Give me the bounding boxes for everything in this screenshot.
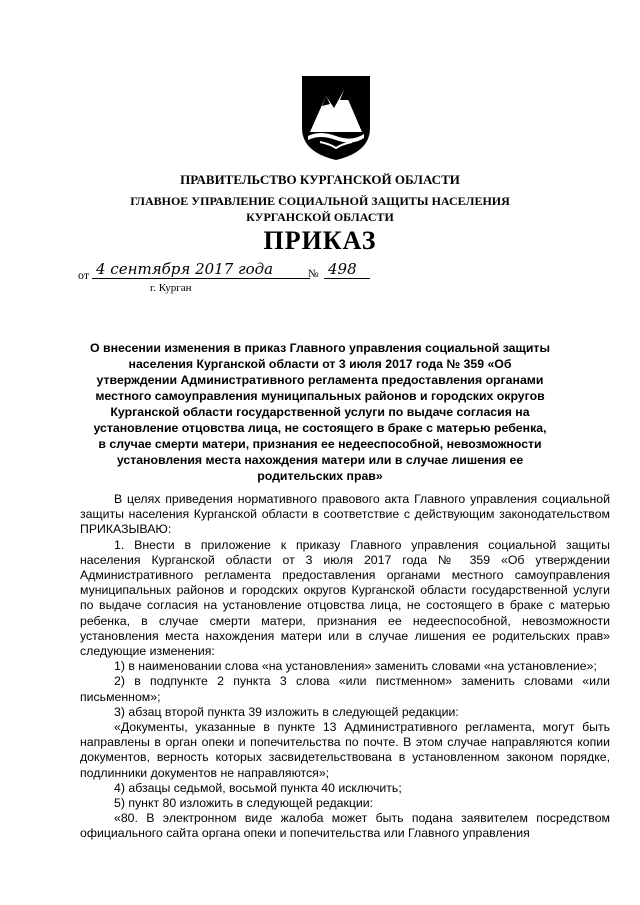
paragraph-item-1: 1. Внести в приложение к приказу Главного управления социальной защиты населения Курганской области от 3 июля 2017 года № 359 «Об утверждении Административного регламента предоставления органами местного самоуправления муниципальных районов и городских округов Курганской области государственной услуги по выдаче согласия на установление отцовства лица, не состоящего в браке с матерью ребенка, в случае смерти матери, признания ее недееспособной, невозможности установления места нахождения матери или в случае лишения ее родительских прав» следующие изменения: — [80, 537, 610, 659]
paragraph-subitem-5: 5) пункт 80 изложить в следующей редакции: — [114, 796, 374, 811]
number-label: № — [308, 268, 319, 280]
order-date: 4 сентября 2017 года — [92, 260, 310, 279]
paragraph-quote-1: «Документы, указанные в пункте 13 Административного регламента, могут быть направлены в орган опеки и попечительства по почте. В этом случае направляются копии документов, верность которых засвидетельствована в установленном законом порядке, подлинники документов не направляются»; — [80, 720, 610, 780]
order-title: О внесении изменения в приказ Главного управления социальной защиты населения Курганской области от 3 июля 2017 года № 359 «Об утверждении Административного регламента предоставления органами местного самоуправления муниципальных районов и городских округов Курганской области государственной услуги по выдаче согласия на установление отцовства лица, не состоящего в браке с матерью ребенка, в случае смерти матери, признания ее недееспособной, невозможности установления места нахождения матери или в случае лишения ее родительских прав» — [90, 341, 550, 483]
from-label: от — [78, 268, 90, 282]
document-type: ПРИКАЗ — [263, 226, 377, 255]
government-name: ПРАВИТЕЛЬСТВО КУРГАНСКОЙ ОБЛАСТИ — [180, 172, 460, 187]
order-body — [80, 492, 610, 842]
paragraph-subitem-1: 1) в наименовании слова «на установления» заменить словами «на установление»; — [114, 659, 597, 674]
department-name-line1: ГЛАВНОЕ УПРАВЛЕНИЕ СОЦИАЛЬНОЙ ЗАЩИТЫ НАСЕЛЕНИЯ — [130, 194, 510, 208]
paragraph-preamble: В целях приведения нормативного правового акта Главного управления социальной защиты населения Курганской области в соответствие с действующим законодательством ПРИКАЗЫВАЮ: — [80, 492, 610, 537]
date-number-line — [78, 260, 358, 300]
city: г. Курган — [150, 282, 192, 294]
department-name-line2: КУРГАНСКОЙ ОБЛАСТИ — [246, 210, 394, 224]
coat-of-arms-emblem — [300, 72, 372, 162]
paragraph-subitem-3: 3) абзац второй пункта 39 изложить в следующей редакции: — [114, 704, 459, 719]
order-number: 498 — [324, 260, 370, 279]
paragraph-quote-2: «80. В электронном виде жалоба может быть подана заявителем посредством официального сайта органа опеки и попечительства или Главного управления — [80, 811, 610, 841]
paragraph-subitem-2: 2) в подпункте 2 пункта 3 слова «или пистменном» заменить словами «или письменном»; — [80, 674, 610, 704]
paragraph-subitem-4: 4) абзацы седьмой, восьмой пункта 40 исключить; — [114, 780, 402, 795]
